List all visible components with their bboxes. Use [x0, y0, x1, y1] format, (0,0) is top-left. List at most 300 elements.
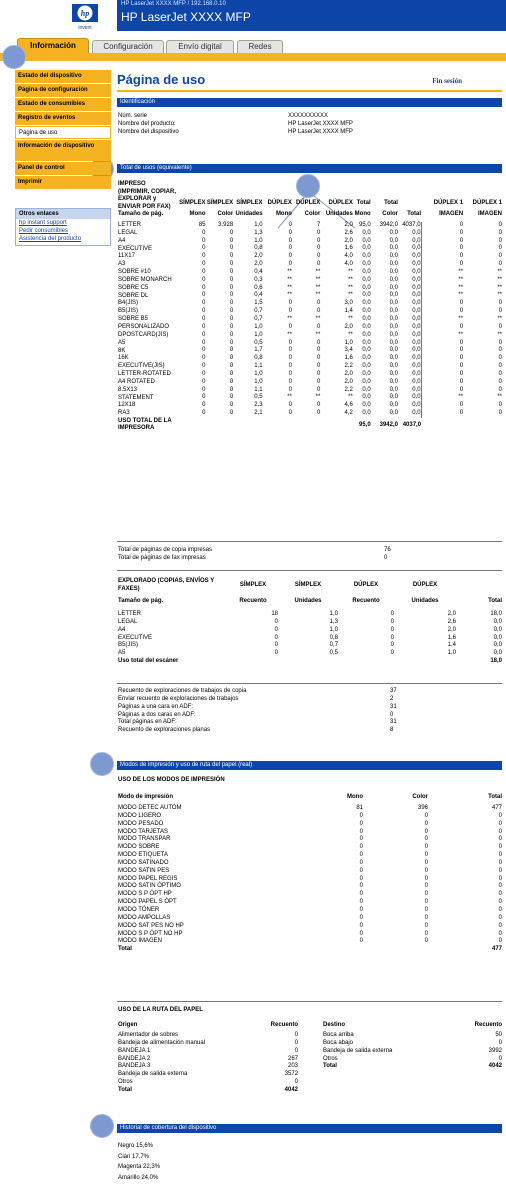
- cell: 3,0: [344, 300, 353, 307]
- col-sub-header: Color: [382, 210, 398, 217]
- cell: 267: [287, 1055, 298, 1062]
- cell: 0: [424, 820, 428, 827]
- cell: 0,0: [389, 394, 398, 401]
- cell: 0: [316, 261, 321, 268]
- svg-text:hp: hp: [80, 9, 90, 18]
- cell: **: [348, 276, 353, 283]
- cell: 0: [202, 370, 206, 377]
- cell: 0: [359, 938, 363, 945]
- hp-logo: [66, 4, 104, 32]
- cell: 0: [424, 828, 428, 835]
- cell: **: [287, 315, 292, 322]
- cell: **: [497, 394, 502, 401]
- table-row: [118, 308, 502, 316]
- row-label: PERSONALIZADO: [118, 323, 170, 330]
- cell: 0: [498, 386, 502, 393]
- scan-corner: EXPLORADO (COPIAS, ENVÍOS Y FAXES): [118, 578, 215, 592]
- cell: 0: [498, 323, 502, 330]
- cell: 0: [498, 891, 502, 898]
- cell: 2,0: [344, 221, 353, 228]
- cell: 0: [316, 363, 321, 370]
- cell: 0,4: [254, 292, 263, 299]
- cell: 0: [294, 1047, 298, 1054]
- count-value: 0: [390, 711, 394, 718]
- col-group-header: Total: [384, 200, 398, 206]
- coverage-black: Negro 15,6%: [118, 1143, 154, 1149]
- row-label: MODO TARJETAS: [118, 828, 169, 835]
- sign-out-link[interactable]: Fin sesión: [432, 77, 462, 85]
- cell: 0: [498, 883, 502, 890]
- cell: 1,1: [254, 386, 263, 393]
- cell: 0: [421, 347, 463, 355]
- row-label: STATEMENT: [118, 394, 154, 401]
- cell: 0: [229, 386, 234, 393]
- table-row: [118, 1063, 298, 1071]
- table-row: [118, 547, 418, 555]
- col-group-header: DÚPLEX: [295, 200, 321, 206]
- path-col-header: Recuento: [474, 1021, 502, 1028]
- cell: 0,0: [362, 308, 371, 315]
- cell: **: [421, 277, 463, 285]
- modes-col-header: Color: [412, 794, 428, 801]
- table-row: [118, 931, 502, 939]
- table-total-row: [323, 1063, 502, 1071]
- cell: 0: [421, 261, 463, 269]
- table-row: [323, 1048, 502, 1056]
- row-label: DPOSTCARD(JIS): [118, 331, 169, 338]
- cell: 0: [229, 347, 234, 354]
- row-label: B5(JIS): [118, 642, 139, 649]
- print-usage-table: [118, 200, 502, 433]
- cell: 0: [229, 245, 234, 252]
- cell: 0,0: [362, 402, 371, 409]
- cell: 0: [424, 938, 428, 945]
- cell-blank: [292, 418, 320, 433]
- cell: 0: [424, 899, 428, 906]
- nav-registro-eventos[interactable]: Registro de eventos: [15, 112, 111, 125]
- cell: 0: [424, 844, 428, 851]
- cell: 0: [316, 300, 321, 307]
- link-pedir-consumibles[interactable]: Pedir consumibles: [19, 228, 69, 234]
- cell: 0,0: [362, 410, 371, 417]
- cell: 1,4: [447, 642, 456, 649]
- table-header-row: [118, 593, 502, 611]
- table-header-row: [323, 1019, 502, 1032]
- cell: 0,0: [412, 402, 421, 409]
- cell: 0: [498, 859, 502, 866]
- cell: 0: [390, 642, 394, 649]
- row-label: A4: [118, 626, 126, 633]
- modes-col-header: Mono: [347, 794, 363, 801]
- cell: 0: [202, 339, 206, 346]
- cell: 7: [316, 221, 321, 228]
- row-label: EXECUTIVE: [118, 245, 153, 252]
- cell: 0: [288, 229, 292, 236]
- divider: [117, 570, 502, 571]
- count-label: Páginas a una cara en ADF:: [118, 703, 194, 710]
- cell: 0,0: [389, 355, 398, 362]
- cell: 0: [316, 229, 321, 236]
- cell: 0,0: [362, 315, 371, 322]
- table-row: [118, 821, 502, 829]
- path-col-header: Origen: [118, 1021, 138, 1028]
- cell: 0: [498, 221, 502, 228]
- cell: 0: [498, 253, 502, 260]
- cell: 0: [288, 378, 292, 385]
- copyfax-label: Total de páginas de copia impresas: [118, 547, 213, 553]
- table-row: [118, 712, 408, 720]
- row-label: 8.5X13: [118, 386, 138, 393]
- table-row: [118, 907, 502, 915]
- cell: 0: [498, 347, 502, 354]
- count-label: Páginas a dos caras en ADF:: [118, 711, 196, 718]
- cell: 0,0: [412, 394, 421, 401]
- cell: **: [348, 331, 353, 338]
- cell: **: [421, 394, 463, 402]
- cell-blank: [463, 418, 502, 433]
- cell: **: [315, 331, 321, 338]
- table-row: [118, 340, 502, 348]
- row-label: MODO TRANSPAR: [118, 836, 171, 843]
- cell: 0,0: [389, 315, 398, 322]
- cell: 0,3: [254, 276, 263, 283]
- cell: 3942,0: [379, 221, 398, 228]
- callout-4: [90, 752, 114, 776]
- cell: 0: [498, 370, 502, 377]
- row-label: MODO SAT PES NO HP: [118, 922, 184, 929]
- modes-col-header: Modo de impresión: [118, 794, 174, 801]
- cell: 0: [229, 300, 234, 307]
- ident-value: HP LaserJet XXXX MFP: [288, 128, 353, 135]
- cell: 0,7: [254, 315, 263, 322]
- link-asistencia[interactable]: Asistencia del producto: [19, 236, 82, 242]
- cell: 0: [421, 238, 463, 246]
- cell: 0,5: [329, 650, 338, 657]
- cell: 0: [229, 402, 234, 409]
- scan-col-subheader: Recuento: [352, 598, 380, 605]
- cell: 0: [424, 812, 428, 819]
- cell: 0: [288, 323, 292, 330]
- cell: 4,2: [344, 410, 353, 417]
- nav-estado-consumibles[interactable]: Estado de consumibles: [15, 98, 111, 111]
- tab-configuracion[interactable]: Configuración: [92, 40, 164, 53]
- cell: 0: [288, 410, 292, 417]
- table-row: [118, 277, 502, 285]
- modes-title: USO DE LOS MODOS DE IMPRESIÓN: [118, 777, 225, 783]
- cell: 0: [424, 875, 428, 882]
- table-total-row: [118, 658, 502, 666]
- cell: 0: [202, 308, 206, 315]
- cell: 18,0: [490, 611, 502, 617]
- copyfax-table: [118, 547, 418, 563]
- cell: 0: [229, 370, 234, 377]
- cell: 4,0: [344, 261, 353, 268]
- nav-panel-control[interactable]: Panel de control: [15, 162, 111, 175]
- cell: 0: [421, 387, 463, 395]
- cell: 0: [288, 347, 292, 354]
- table-row: [118, 316, 502, 324]
- tab-informacion[interactable]: Información: [17, 38, 89, 53]
- row-label: EXECUTIVE: [118, 634, 153, 641]
- cell: 0: [421, 253, 463, 261]
- row-label: A4 ROTATED: [118, 378, 155, 385]
- path-col-header: Destino: [323, 1021, 346, 1028]
- table-row: [118, 245, 502, 253]
- cell: 0: [316, 323, 321, 330]
- row-label: MODO SATIN ÓPTIMO: [118, 883, 181, 890]
- cell: 0: [424, 852, 428, 859]
- cell: 0: [421, 355, 463, 363]
- cell: 0: [424, 922, 428, 929]
- cell: 0: [316, 378, 321, 385]
- cell: 0: [288, 237, 292, 244]
- cell: 0,0: [362, 253, 371, 260]
- row-label: Boca arriba: [323, 1032, 354, 1038]
- cell: 0: [424, 891, 428, 898]
- table-row: [118, 1032, 298, 1040]
- cell: 0: [359, 859, 363, 866]
- table-header-row: [118, 1019, 298, 1032]
- table-row: [118, 1040, 298, 1048]
- cell: 0: [498, 355, 502, 362]
- table-row: [118, 727, 408, 735]
- cell: 1,0: [254, 323, 263, 330]
- nav-imprimir[interactable]: Imprimir: [15, 176, 111, 189]
- table-row: [118, 891, 502, 899]
- cell: 0: [421, 340, 463, 348]
- cell: 0: [316, 339, 321, 346]
- row-label: 11X17: [118, 253, 135, 260]
- cell: 0: [421, 379, 463, 387]
- cell: 0: [421, 300, 463, 308]
- cell: 0: [359, 828, 363, 835]
- cell: 0,0: [362, 237, 371, 244]
- total-value: 18,0: [490, 658, 502, 665]
- section-identificacion: Identificación: [117, 98, 502, 107]
- count-value: 8: [390, 727, 394, 734]
- table-row: [118, 883, 502, 891]
- cell: 0,0: [412, 268, 421, 275]
- cell: 0: [421, 230, 463, 238]
- table-header-row: [118, 208, 502, 222]
- cell: 0,0: [389, 253, 398, 260]
- row-label: LEGAL: [118, 229, 138, 236]
- count-label: Enviar recuento de exploraciones de trabajos: [118, 695, 239, 702]
- cell: 0: [498, 229, 502, 236]
- cell: 0,0: [412, 331, 421, 338]
- row-label: RA3: [118, 410, 130, 417]
- cell: 0: [359, 852, 363, 859]
- cell: **: [348, 268, 353, 275]
- cell: 0: [498, 820, 502, 827]
- cell: 0: [316, 355, 321, 362]
- scan-col-header: [456, 578, 502, 593]
- cell: 0,0: [362, 339, 371, 346]
- cell: 0,0: [412, 363, 421, 370]
- row-label: MODO DETEC AUTOM: [118, 805, 182, 811]
- table-row: [323, 1056, 502, 1064]
- size-label-header: Tamaño de pág.: [118, 210, 164, 217]
- count-value: 31: [390, 703, 397, 710]
- cell: 0: [316, 386, 321, 393]
- cell: **: [315, 292, 321, 299]
- row-label: BANDEJA 1: [118, 1047, 151, 1054]
- cell: **: [497, 284, 502, 291]
- cell: 0: [202, 237, 206, 244]
- cell: 0: [229, 308, 234, 315]
- cell: 0: [316, 245, 321, 252]
- cell: 0: [498, 1055, 502, 1062]
- cell: 1,0: [329, 626, 338, 633]
- cell: 2,2: [344, 386, 353, 393]
- table-row: [118, 261, 502, 269]
- cell: 0: [359, 891, 363, 898]
- cell: 4037,0: [402, 221, 421, 228]
- table-row: [118, 642, 502, 650]
- cell: 0: [288, 245, 292, 252]
- cell: 0,0: [362, 245, 371, 252]
- count-value: 2: [390, 695, 394, 702]
- cell: **: [315, 268, 321, 275]
- cell: 0: [288, 386, 292, 393]
- cell: 1,0: [344, 339, 353, 346]
- row-label: Boca abajo: [323, 1039, 354, 1046]
- table-header-row: [118, 791, 502, 805]
- cell: 0: [229, 363, 234, 370]
- row-label: A4: [118, 237, 126, 244]
- cell: 0: [202, 323, 206, 330]
- cell: 0,7: [329, 642, 338, 649]
- row-label: Alimentador de sobres: [118, 1032, 179, 1038]
- cell: 0,0: [412, 347, 421, 354]
- scan-col-header: SÍMPLEX: [239, 581, 267, 588]
- cell: 0: [202, 276, 206, 283]
- cell: 0: [202, 378, 206, 385]
- cell: 0,0: [389, 386, 398, 393]
- cell: 0,8: [254, 245, 263, 252]
- row-label: Bandeja de salida externa: [323, 1047, 393, 1054]
- link-instant-support[interactable]: hp instant support: [19, 220, 67, 226]
- cell: 0: [421, 410, 463, 418]
- nav-pagina-uso[interactable]: Página de uso: [15, 126, 111, 139]
- cell: 0,0: [389, 370, 398, 377]
- cell: 0: [229, 394, 234, 401]
- total-label: USO TOTAL DE LA IMPRESORA: [118, 417, 172, 432]
- print-modes-table: [118, 791, 502, 954]
- total-value: 3942,0: [379, 421, 398, 428]
- total-value: 477: [491, 946, 502, 953]
- cell: 0: [316, 410, 321, 417]
- cell: 0,0: [389, 237, 398, 244]
- cell: 2,0: [447, 626, 456, 633]
- modes-col-header: Total: [488, 794, 502, 801]
- cell: 1,3: [329, 618, 338, 625]
- scan-col-subheader: Total: [488, 598, 502, 605]
- header-blank: [118, 200, 178, 208]
- row-label: Otros: [118, 1079, 133, 1086]
- cell: 0: [498, 875, 502, 882]
- cell: 0: [316, 308, 321, 315]
- cell: 0: [498, 828, 502, 835]
- table-row: [118, 915, 502, 923]
- cell: 0,4: [254, 268, 263, 275]
- cell: 0: [274, 650, 278, 657]
- cell: 3992: [488, 1047, 502, 1054]
- cell: 0,0: [362, 300, 371, 307]
- nav-pagina-configuracion[interactable]: Página de configuración: [15, 84, 111, 97]
- ident-table: [118, 113, 368, 137]
- cell: 0: [202, 331, 206, 338]
- cell: 1,0: [254, 378, 263, 385]
- title-rule: [117, 90, 502, 92]
- cell: 0,8: [254, 355, 263, 362]
- paper-source-table: [118, 1019, 298, 1095]
- col-sub-header: Mono: [189, 210, 206, 217]
- row-label: 12X18: [118, 402, 136, 409]
- callout-1: [2, 45, 26, 69]
- row-label: Bandeja de salida externa: [118, 1071, 188, 1078]
- cell: 0,5: [254, 339, 263, 346]
- cell: 0,0: [389, 261, 398, 268]
- divider: [117, 1001, 502, 1002]
- scan-col-subheader: Unidades: [294, 598, 322, 605]
- cell: 0: [498, 410, 502, 417]
- cell: 0: [294, 1032, 298, 1038]
- tab-envio-digital[interactable]: Envío digital: [166, 40, 234, 53]
- cell: 0: [359, 914, 363, 921]
- cell: 0: [498, 300, 502, 307]
- cell: 0: [498, 906, 502, 913]
- cell: 1,4: [344, 308, 353, 315]
- count-value: 37: [390, 688, 397, 694]
- col-group-header: DÚPLEX 1: [433, 200, 464, 206]
- table-row: [118, 696, 408, 704]
- title-bar: [117, 0, 506, 31]
- table-total-row: [118, 946, 502, 954]
- row-label: A5: [118, 339, 126, 346]
- cell: 0,0: [412, 308, 421, 315]
- cell: 0: [498, 812, 502, 819]
- cell: 0: [498, 245, 502, 252]
- cell: **: [315, 284, 321, 291]
- row-label: LETTER-ROTATED: [118, 371, 171, 378]
- cell: 0: [288, 339, 292, 346]
- table-row: [118, 371, 502, 379]
- cell: 2,0: [254, 261, 263, 268]
- cell: 0,0: [389, 229, 398, 236]
- cell: 1,0: [254, 331, 263, 338]
- cell: 0: [288, 221, 292, 228]
- total-value: 4037,0: [402, 421, 422, 428]
- table-row: [118, 410, 502, 418]
- nav-estado-dispositivo[interactable]: Estado del dispositivo: [15, 70, 111, 83]
- nav-informacion-dispositivo[interactable]: Información de dispositivo: [15, 140, 111, 161]
- row-label: LETTER: [118, 222, 142, 229]
- cell: 0,0: [493, 618, 502, 625]
- table-row: [118, 238, 502, 246]
- cell: 50: [495, 1032, 502, 1038]
- cell: 0: [288, 370, 292, 377]
- other-links-title: Otros enlaces: [16, 209, 110, 219]
- cell: 0,0: [412, 370, 421, 377]
- tab-redes[interactable]: Redes: [237, 40, 283, 53]
- scan-usage-table: [118, 578, 502, 666]
- cell: 0: [498, 914, 502, 921]
- table-row: [118, 355, 502, 363]
- row-label: SOBRE B5: [118, 316, 149, 323]
- cell: 3572: [284, 1071, 298, 1078]
- cell: 0,0: [362, 276, 371, 283]
